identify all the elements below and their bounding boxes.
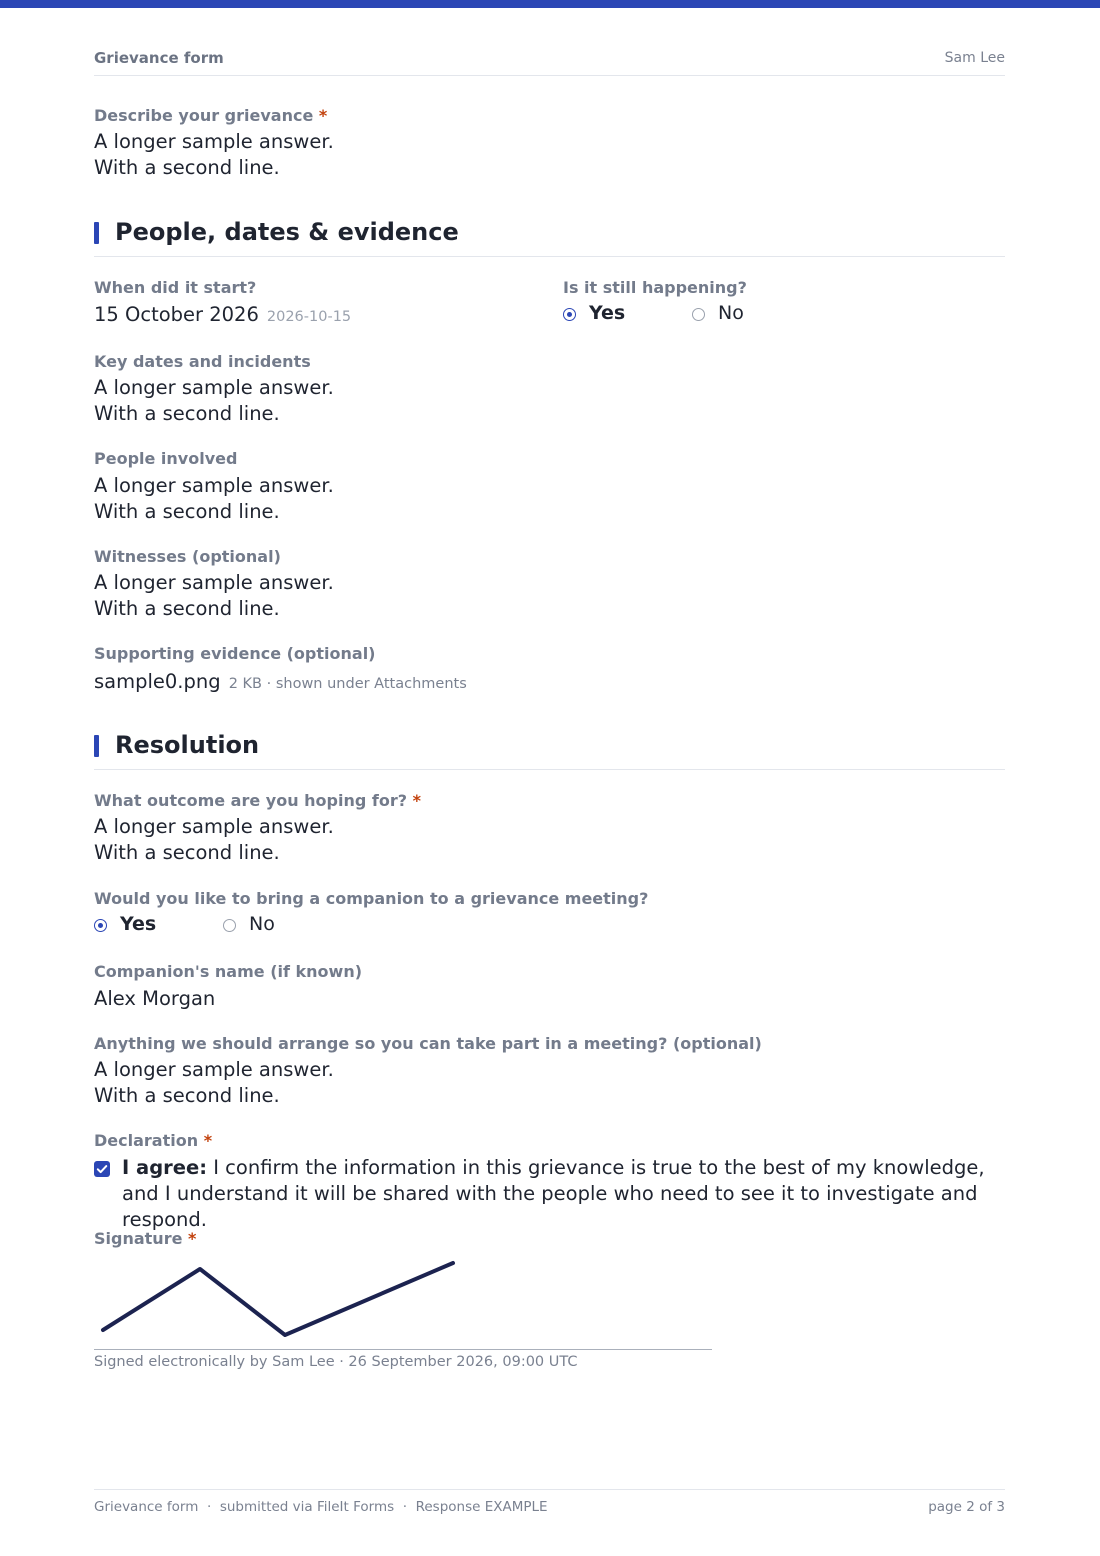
page-header (94, 48, 1005, 76)
key-dates-answer: A longer sample answer. With a second line. (94, 376, 334, 425)
declaration-agree: I agree: (122, 1156, 208, 1179)
page-number: page 2 of 3 (928, 1499, 1005, 1515)
section-title: Resolution (115, 731, 260, 759)
declaration-text (122, 1155, 1022, 1233)
checkmark-icon (94, 1161, 110, 1177)
radio-unselected-icon (223, 919, 236, 932)
start-date-value: 15 October 2026 (94, 303, 259, 326)
witnesses-answer: A longer sample answer. With a second line. (94, 571, 334, 620)
page-footer (94, 1489, 1005, 1520)
radio-label: Yes (589, 302, 626, 324)
still-happening-radio-group (563, 302, 863, 329)
witnesses-label: Witnesses (optional) (94, 547, 281, 566)
start-date-value-row (94, 303, 351, 326)
outcome-label (94, 791, 421, 810)
outcome-label-text: What outcome are you hoping for? (94, 791, 408, 810)
signature-label (94, 1229, 196, 1248)
declaration-label (94, 1131, 212, 1150)
signature-label-text: Signature (94, 1229, 183, 1248)
radio-unselected-icon (692, 308, 705, 321)
section-people-dates-evidence (94, 218, 1005, 257)
required-mark: * (203, 1131, 213, 1150)
top-accent-bar (0, 0, 1100, 8)
section-title: People, dates & evidence (115, 218, 459, 246)
footer-text: Grievance form · submitted via FileIt Forms · Response EXAMPLE (94, 1499, 548, 1515)
section-accent-bar (94, 735, 99, 757)
radio-selected-icon (94, 919, 107, 932)
section-resolution (94, 731, 1005, 770)
arrangements-label: Anything we should arrange so you can take part in a meeting? (optional) (94, 1034, 762, 1053)
companion-label: Would you like to bring a companion to a grievance meeting? (94, 889, 649, 908)
radio-label: Yes (120, 913, 157, 935)
evidence-label: Supporting evidence (optional) (94, 644, 376, 663)
form-title: Grievance form (94, 49, 224, 67)
start-date-iso: 2026-10-15 (266, 309, 352, 325)
companion-name-label: Companion's name (if known) (94, 962, 363, 981)
radio-label: No (249, 913, 275, 935)
declaration-checkbox[interactable] (94, 1161, 110, 1177)
evidence-file-row (94, 670, 467, 693)
arrangements-answer: A longer sample answer. With a second line. (94, 1058, 334, 1107)
required-mark: * (412, 791, 421, 810)
required-mark: * (318, 106, 328, 125)
grievance-label (94, 106, 327, 125)
companion-name-answer: Alex Morgan (94, 987, 216, 1010)
still-happening-label: Is it still happening? (563, 278, 747, 297)
evidence-file-meta: 2 KB · shown under Attachments (228, 676, 467, 692)
key-dates-label: Key dates and incidents (94, 352, 311, 371)
user-name: Sam Lee (944, 50, 1005, 66)
evidence-file-link[interactable]: sample0.png (94, 670, 221, 693)
radio-label: No (718, 302, 744, 324)
signature-caption: Signed electronically by Sam Lee · 26 September 2026, 09:00 UTC (94, 1354, 578, 1370)
start-date-label: When did it start? (94, 278, 257, 297)
radio-selected-icon (563, 308, 576, 321)
required-mark: * (188, 1229, 197, 1248)
outcome-answer: A longer sample answer. With a second line. (94, 815, 334, 864)
people-involved-answer: A longer sample answer. With a second line. (94, 474, 334, 523)
declaration-statement: I confirm the information in this grievance is true to the best of my knowledge, and I understand it will be shared with the people who need to see it to investigate and respond. (122, 1156, 985, 1231)
companion-radio-group (94, 913, 394, 940)
people-involved-label: People involved (94, 449, 238, 468)
declaration-label-text: Declaration (94, 1131, 199, 1150)
signature-image (94, 1250, 474, 1345)
section-accent-bar (94, 222, 99, 244)
signature-line (94, 1349, 712, 1350)
grievance-answer: A longer sample answer. With a second line. (94, 130, 334, 179)
grievance-label-text: Describe your grievance (94, 106, 314, 125)
